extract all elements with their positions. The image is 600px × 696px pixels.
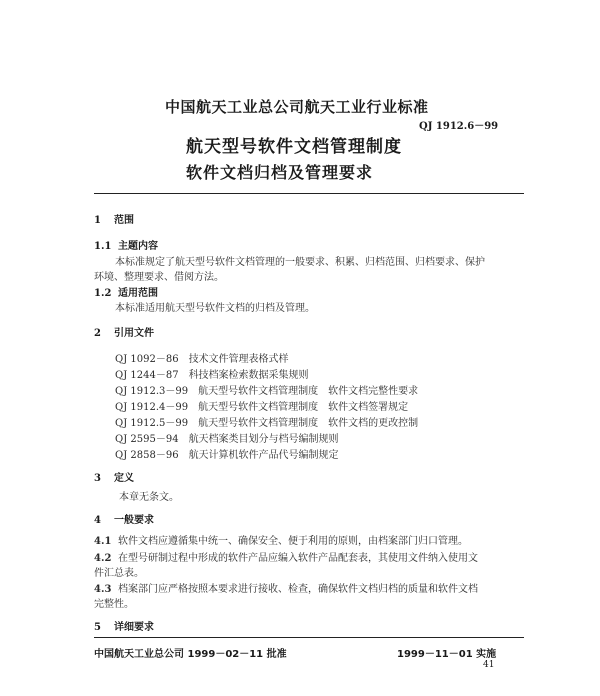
organization-heading: 中国航天工业总公司航天工业行业标准 xyxy=(165,98,429,116)
section-4-2 xyxy=(94,549,478,564)
section-number: 1.2 xyxy=(94,288,112,299)
title-line-1: 航天型号软件文档管理制度 xyxy=(186,137,402,157)
section-4-heading xyxy=(94,511,154,526)
section-title: 详细要求 xyxy=(114,622,154,633)
section-number: 2 xyxy=(94,328,101,339)
approval-line: 中国航天工业总公司 1999－02－11 批准 xyxy=(94,649,287,660)
reference-code: QJ 1912.5－99 xyxy=(115,418,189,429)
reference-code: QJ 1244－87 xyxy=(115,370,179,381)
section-number: 5 xyxy=(94,622,101,633)
reference-title: 航天型号软件文档管理制度 软件文档的更改控制 xyxy=(198,418,419,429)
section-number: 1.1 xyxy=(94,241,112,252)
section-4-1-text: 软件文档应遵循集中统一、确保安全、便于利用的原则，由档案部门归口管理。 xyxy=(118,536,468,547)
section-number: 3 xyxy=(94,473,101,484)
section-4-3 xyxy=(94,580,478,595)
title-line-2: 软件文档归档及管理要求 xyxy=(186,163,374,182)
section-3-heading xyxy=(94,469,134,484)
reference-item xyxy=(115,430,339,445)
reference-code: QJ 2595－94 xyxy=(115,434,179,445)
section-4-3-text-line-2: 完整性。 xyxy=(94,599,134,610)
standard-code: QJ 1912.6－99 xyxy=(419,121,499,132)
section-title: 一般要求 xyxy=(114,515,154,526)
section-number: 4.2 xyxy=(94,553,112,564)
reference-code: QJ 2858－96 xyxy=(115,450,179,461)
reference-code: QJ 1912.3－99 xyxy=(115,386,189,397)
section-4-2-text-line-1: 在型号研制过程中形成的软件产品应编入软件产品配套表，其使用文件纳入使用文 xyxy=(118,553,478,564)
section-4-3-text-line-1: 档案部门应严格按照本要求进行接收、检查，确保软件文档归档的质量和软件文档 xyxy=(118,584,478,595)
reference-title: 航天型号软件文档管理制度 软件文档完整性要求 xyxy=(198,386,419,397)
reference-item xyxy=(115,382,418,397)
reference-item xyxy=(115,350,289,365)
section-3-text: 本章无条文。 xyxy=(119,492,179,503)
section-number: 4.3 xyxy=(94,584,112,595)
reference-title: 技术文件管理表格式样 xyxy=(188,354,289,365)
reference-item xyxy=(115,414,418,429)
section-1-1-text-line-1: 本标准规定了航天型号软件文档管理的一般要求、积累、归档范围、归档要求、保护 xyxy=(115,257,485,268)
header-divider xyxy=(94,193,524,194)
section-1-1-heading xyxy=(94,237,158,252)
section-title: 适用范围 xyxy=(118,288,158,299)
section-4-2-text-line-2: 件汇总表。 xyxy=(94,568,144,579)
reference-item xyxy=(115,366,309,381)
implementation-line: 1999－11－01 实施 xyxy=(397,649,497,660)
reference-title: 航天型号软件文档管理制度 软件文档签署规定 xyxy=(198,402,409,413)
section-2-heading xyxy=(94,324,154,339)
footer-divider xyxy=(94,637,524,638)
reference-title: 科技档案检索数据采集规则 xyxy=(188,370,309,381)
section-title: 引用文件 xyxy=(114,328,154,339)
section-title: 范围 xyxy=(114,215,134,226)
section-5-heading xyxy=(94,618,154,633)
reference-code: QJ 1912.4－99 xyxy=(115,402,189,413)
section-1-2-text: 本标准适用航天型号软件文档的归档及管理。 xyxy=(115,303,315,314)
section-number: 1 xyxy=(94,215,101,226)
section-number: 4 xyxy=(94,515,101,526)
section-number: 4.1 xyxy=(94,536,112,547)
section-title: 主题内容 xyxy=(118,241,158,252)
reference-title: 航天计算机软件产品代号编制规定 xyxy=(188,450,339,461)
page-number: 41 xyxy=(483,660,495,670)
reference-item xyxy=(115,446,339,461)
section-1-1-text-line-2: 环境、整理要求、借阅方法。 xyxy=(94,272,224,283)
reference-title: 航天档案类目划分与档号编制规则 xyxy=(188,434,339,445)
section-title: 定义 xyxy=(114,473,134,484)
reference-code: QJ 1092－86 xyxy=(115,354,179,365)
section-1-heading xyxy=(94,211,134,226)
section-4-1 xyxy=(94,532,468,547)
reference-item xyxy=(115,398,408,413)
section-1-2-heading xyxy=(94,284,158,299)
